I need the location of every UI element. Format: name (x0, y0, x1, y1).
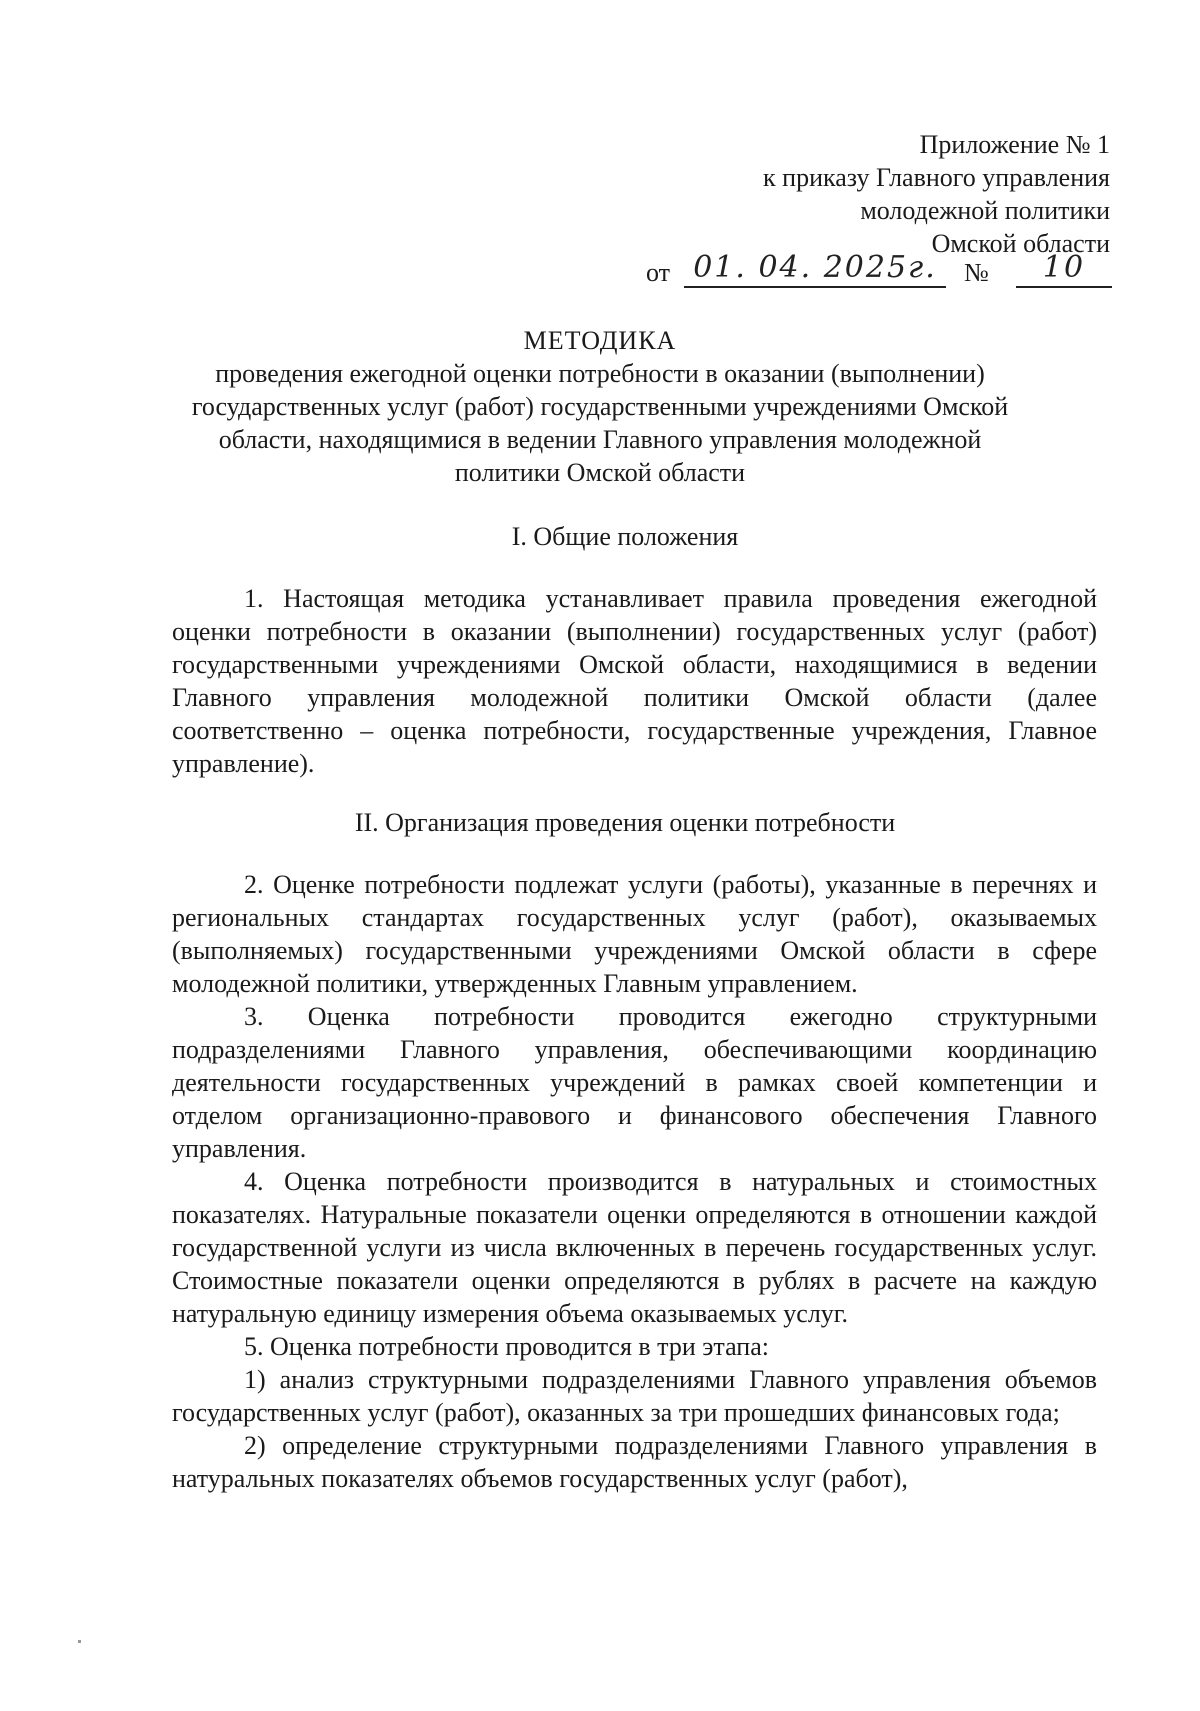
paragraph-5-item-2: 2) определение структурными подразделениями Главного управления в натуральных показателях объемов государственных услуг (работ), (172, 1431, 1097, 1493)
document-title-block (180, 324, 1020, 489)
document-subtitle-line: области, находящимися в ведении Главного управления молодежной (218, 425, 982, 454)
section-heading: II. Организация проведения оценки потребности (354, 808, 896, 837)
appendix-line: Омской области (931, 229, 1110, 258)
order-number-handwritten: 10 (1016, 250, 1112, 288)
section-heading: I. Общие положения (511, 522, 739, 551)
paragraph-5: 5. Оценка потребности проводится в три этапа: (244, 1332, 769, 1361)
order-from-label: от (646, 258, 671, 287)
document-subtitle-line: государственных услуг (работ) государственными учреждениями Омской (191, 392, 1009, 421)
section2-body (172, 868, 1097, 1495)
order-reference (646, 250, 1110, 292)
document-title: МЕТОДИКА (523, 326, 677, 355)
order-number-label: № (964, 258, 989, 287)
paragraph-4: 4. Оценка потребности производится в натуральных и стоимостных показателях. Натуральные показатели оценки определяются в отношении каждой государственной услуги из числа включенных в перечень государственных услуг. Стоимостные показатели оценки определяются в рублях в расчете на каждую натуральную единицу измерения объема оказываемых услуг. (172, 1167, 1097, 1328)
appendix-header (510, 128, 1110, 260)
scan-speck (78, 1640, 81, 1643)
document-subtitle-line: проведения ежегодной оценки потребности в оказании (выполнении) (215, 359, 985, 388)
paragraph-2: 2. Оценке потребности подлежат услуги (работы), указанные в перечнях и региональных стандартах государственных услуг (работ), оказываемых (выполняемых) государственными учреждениями Омской области в сфере молодежной политики, утвержденных Главным управлением. (172, 870, 1097, 998)
paragraph-5-item-1: 1) анализ структурными подразделениями Главного управления объемов государственных услуг (работ), оказанных за три прошедших финансовых года; (172, 1365, 1097, 1427)
paragraph-1: 1. Настоящая методика устанавливает правила проведения ежегодной оценки потребности в оказании (выполнении) государственных услуг (работ) государственными учреждениями Омской области, находящимися в ведении Главного управления молодежной политики Омской области (далее соответственно – оценка потребности, государственные учреждения, Главное управление). (172, 584, 1097, 778)
paragraph-3: 3. Оценка потребности проводится ежегодно структурными подразделениями Главного управления, обеспечивающими координацию деятельности государственных учреждений в рамках своей компетенции и отделом организационно-правового и финансового обеспечения Главного управления. (172, 1002, 1097, 1163)
appendix-line: к приказу Главного управления (763, 163, 1110, 192)
order-date-handwritten: 01. 04. 2025г. (684, 250, 946, 288)
document-subtitle-line: политики Омской области (454, 458, 746, 487)
section1-body (172, 582, 1097, 780)
appendix-line: Приложение № 1 (919, 130, 1110, 159)
appendix-line: молодежной политики (860, 196, 1110, 225)
